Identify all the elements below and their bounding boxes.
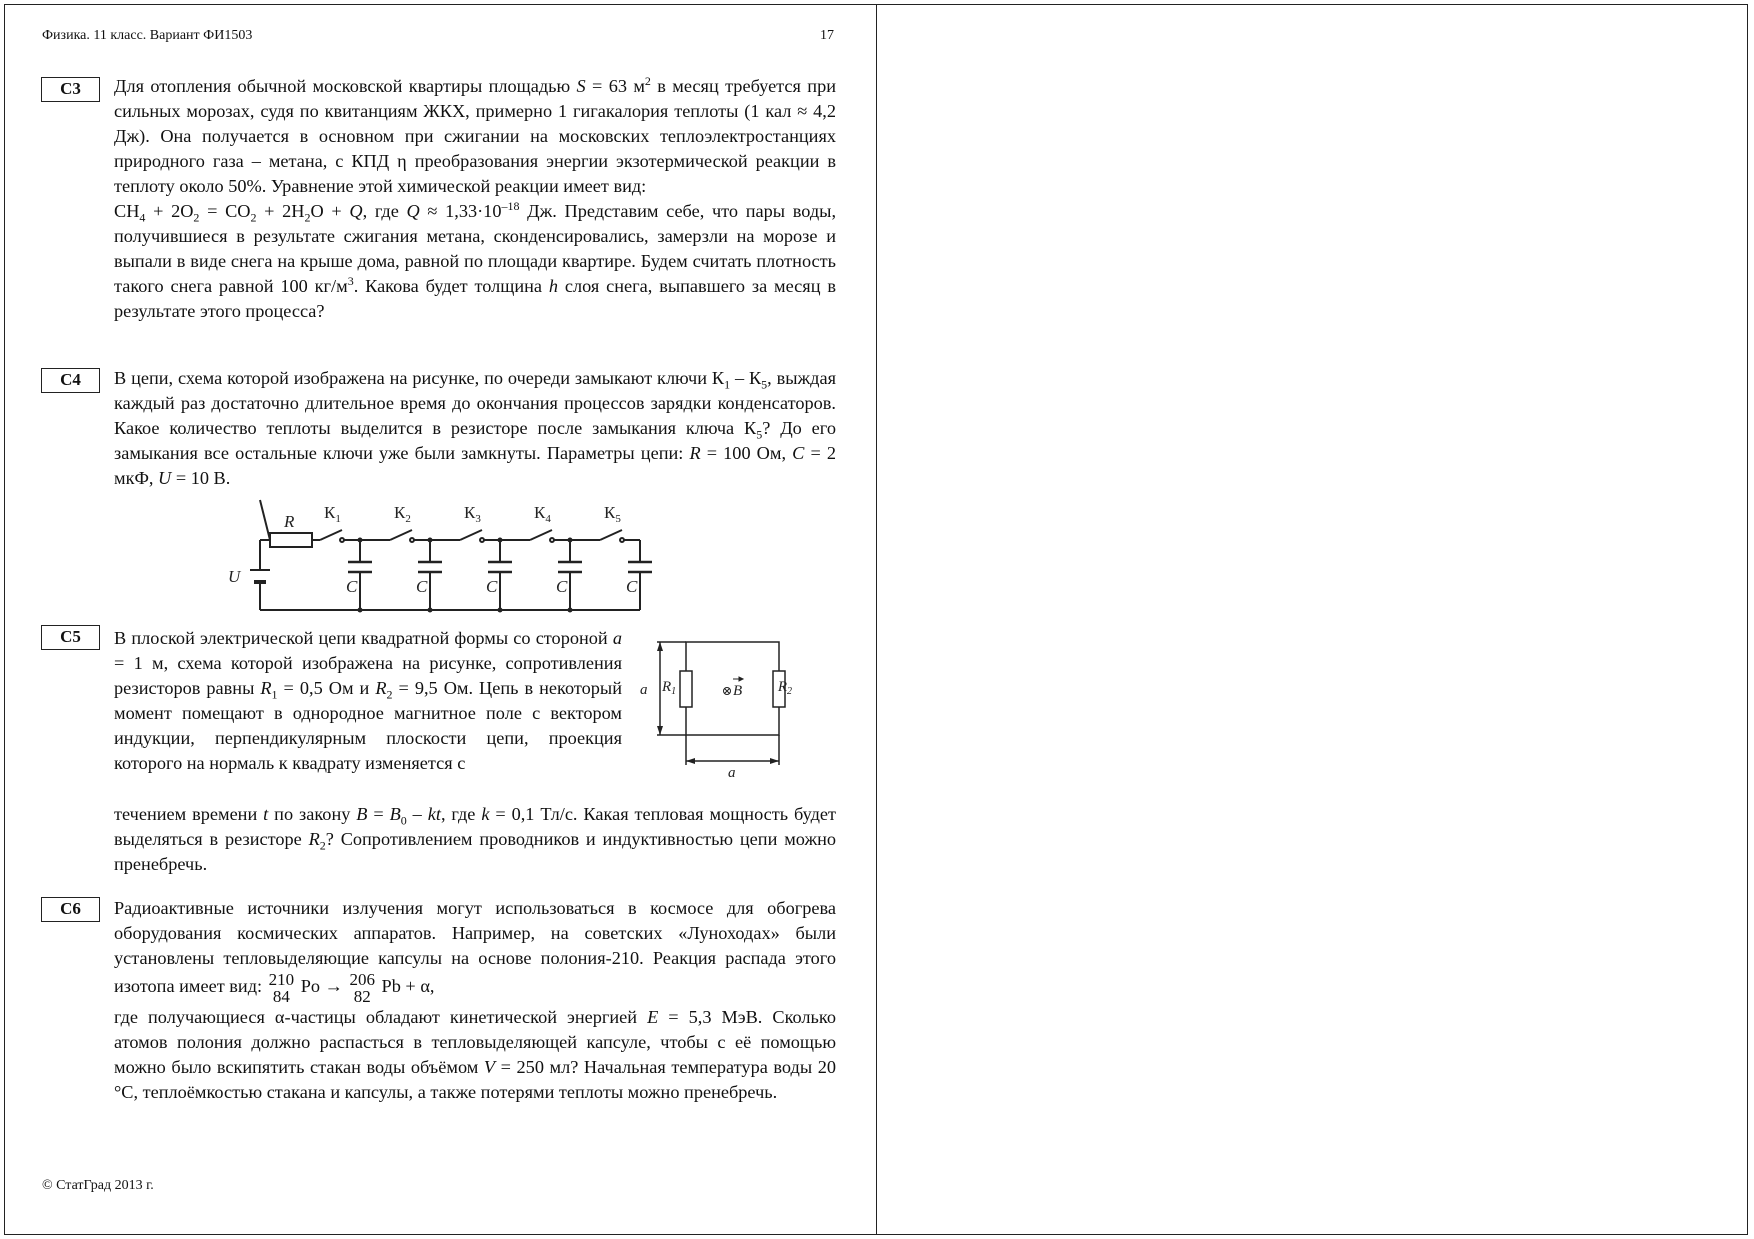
c4-key-label-3: $К_3$ xyxy=(464,503,481,525)
c4-label-C5: C xyxy=(626,577,638,596)
task-c6-text: Радиоактивные источники излучения могут использоваться в космосе для обогрева оборудования космических аппаратов. Например, на советских «Луноходах» были установлены тепловыделяющие капсулы на основе полония-210. Реакция распада этого изотопа имеет вид: 210 84 Po → 206 82 Pb + α, где получающиеся α-частицы обладают кинетической энергией E = 5,3 МэВ. Сколько атомов полония должно распасться в тепловыделяющей капсуле, чтобы с её помощью можно было вскипятить стакан воды объёмом V = 250 мл? Начальная температура воды 20 °С, теплоёмкостью стакана и капсулы, а также потерями теплоты можно пренебречь. xyxy=(114,898,836,1102)
task-label-c6: С6 xyxy=(41,897,100,922)
polonium-nuclide: 210 84 xyxy=(268,970,295,1006)
c4-resistor xyxy=(270,533,312,547)
task-c5-text-bottom: течением времени t по закону $B = B_0$ – kt, где k = 0,1 Тл/с. Какая тепловая мощность будет выделяться в резисторе $R_2$? Сопротивлением проводников и индуктивностью цепи можно пренебречь. xyxy=(114,804,837,874)
c4-label-R: R xyxy=(284,512,295,531)
c4-battery xyxy=(250,570,270,582)
c5-label-a-side: a xyxy=(640,682,648,698)
task-label-c5: С5 xyxy=(41,625,100,650)
c4-key-label-4: $К_4$ xyxy=(534,503,551,525)
footer-copyright: © СтатГрад 2013 г. xyxy=(42,1178,154,1193)
task-c5-text-top: В плоской электрической цепи квадратной формы со стороной a = 1 м, схема которой изображена на рисунке, сопротивления резисторов равны $R_1 = 0,5$ Ом и $R_2 = 9,5$ Ом. Цепь в некоторый момент помещают в однородное магнитное поле с вектором индукции, перпендикулярным плоскости цепи, проекция которого на нормаль к квадрату изменяется с xyxy=(114,628,622,773)
c5-square-circuit-diagram xyxy=(630,635,790,780)
c5-resistor-r1 xyxy=(680,671,692,707)
task-c4-paragraph: В цепи, схема которой изображена на рисунке, по очереди замыкают ключи $К_1 - К_5$, выждая каждый раз достаточно длительное время до окончания процессов зарядки конденсаторов. Какое количество теплоты выделится в резисторе после замыкания ключа $К_5$? До его замыкания все остальные ключи уже были замкнуты. Параметры цепи: R = 100 Ом, C = 2 мкФ, U = 10 В. xyxy=(114,368,837,488)
c4-label-C1: C xyxy=(346,577,358,596)
task-c3-paragraph-1: Для отопления обычной московской квартиры площадью S = 63 $м^2$ в месяц требуется при сильных морозах, судя по квитанциям ЖКХ, примерно 1 гигакалория теплоты (1 кал ≈ 4,2 Дж). Она получается в основном при сжигании на московских теплоэлектростанциях природного газа – метана, с КПД η преобразования энергии экзотермической реакции в теплоту около 50%. Уравнение этой химической реакции имеет вид: xyxy=(114,73,836,196)
page-number: 17 xyxy=(820,28,834,43)
c4-capacitor-4 xyxy=(558,562,582,572)
task-c3-paragraph-2: $CH_4 + 2O_2 = CO_2 + 2H_2O + Q$, где $Q \approx 1,33\cdot 10^{-18}$ Дж. Представим себе, что пары воды, получившиеся в результате сжигания метана, сконденсировались, замерзли на морозе и выпали в виде снега на крыше дома, равной по площади квартире. Будем считать плотность такого снега равной 100 $кг/м^3$. Какова будет толщина h слоя снега, выпавшего за месяц в результате этого процесса? xyxy=(114,198,837,321)
task-label-c3: С3 xyxy=(41,77,100,102)
c5-label-R1: $R_1$ xyxy=(662,679,677,697)
c4-capacitor-3 xyxy=(488,562,512,572)
c4-capacitor-2 xyxy=(418,562,442,572)
c4-key-2 xyxy=(390,530,414,542)
c4-key-4 xyxy=(530,530,554,542)
task-c3-text xyxy=(114,74,836,324)
c5-label-B: B xyxy=(733,683,743,699)
c5-label-R2: $R_2$ xyxy=(777,679,792,697)
c4-label-C3: C xyxy=(486,577,498,596)
c4-label-U: U xyxy=(228,567,241,586)
page-divider xyxy=(876,4,877,1235)
lead-nuclide: 206 82 xyxy=(349,970,375,1006)
c4-capacitor-5 xyxy=(628,562,652,572)
c4-key-1 xyxy=(320,530,344,542)
c4-circuit-diagram xyxy=(220,500,660,615)
c4-key-3 xyxy=(460,530,484,542)
c4-key-5 xyxy=(600,530,624,542)
c4-label-C2: C xyxy=(416,577,428,596)
c5-label-a-bottom: a xyxy=(728,765,736,781)
c4-key-label-1: $К_1$ xyxy=(324,503,341,525)
task-c4-text xyxy=(114,366,836,491)
c4-key-label-2: $К_2$ xyxy=(394,503,411,525)
c4-capacitor-1 xyxy=(348,562,372,572)
header-title: Физика. 11 класс. Вариант ФИ1503 xyxy=(42,28,253,43)
c4-key-label-5: $К_5$ xyxy=(604,503,621,525)
c4-label-C4: C xyxy=(556,577,568,596)
task-label-c4: С4 xyxy=(41,368,100,393)
